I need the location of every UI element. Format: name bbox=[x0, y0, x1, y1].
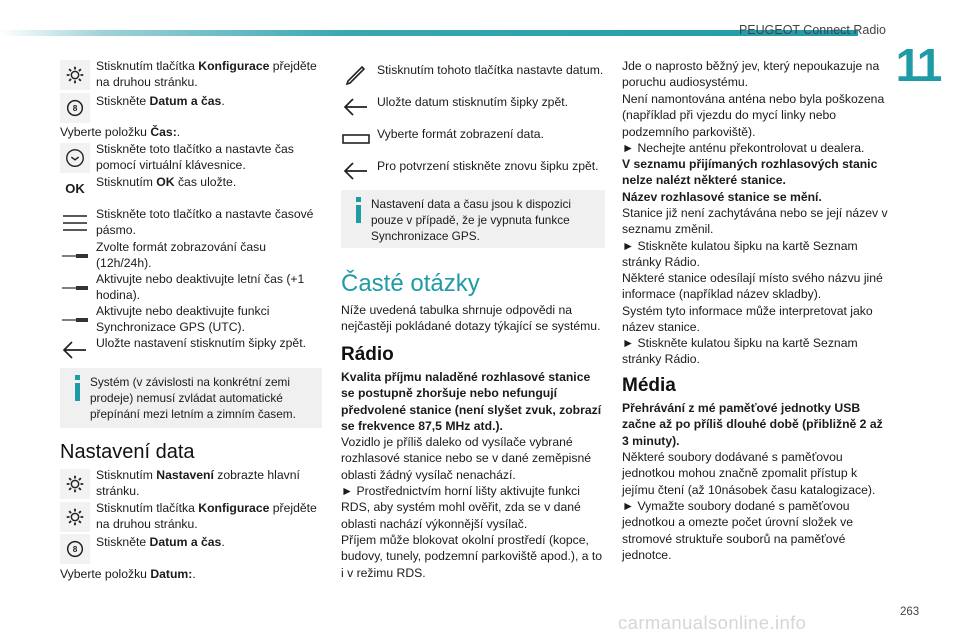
paragraph: Systém tyto informace může interpretovat jako název stanice. bbox=[622, 304, 873, 335]
settings-icon bbox=[60, 60, 90, 90]
faq-intro: Níže uvedená tabulka shrnuje odpovědi na nejčastěji pokládané dotazy týkající se systému. bbox=[341, 303, 601, 334]
section-heading-date: Nastavení data bbox=[60, 441, 195, 463]
subheading-radio: Rádio bbox=[341, 344, 394, 365]
media-question-1: Přehrávání z mé paměťové jednotky USB začne až po příliš dlouhé době (přibližně 2 až 3 minuty). bbox=[622, 401, 883, 448]
instruction-text: Stisknutím tlačítka Konfigurace přejděte na druhou stránku. bbox=[96, 59, 317, 90]
radio-question-3: Název rozhlasové stanice se mění. bbox=[622, 190, 822, 204]
chevron-down-icon bbox=[60, 143, 90, 173]
paragraph: Některé stanice odesílají místo svého názvu jiné informace (například název skladby). bbox=[622, 271, 883, 302]
instruction-text: Aktivujte nebo deaktivujte funkci Synchronizace GPS (UTC). bbox=[96, 304, 270, 335]
select-time-line: Vyberte položku Čas:. bbox=[60, 125, 181, 139]
clock-8-icon bbox=[60, 534, 90, 564]
paragraph: ► Nechejte anténu překontrolovat u dealera. bbox=[622, 141, 865, 155]
instruction-row bbox=[341, 124, 605, 154]
toggle-icon bbox=[60, 241, 90, 271]
svg-text:8: 8 bbox=[72, 104, 78, 114]
instruction-text: Uložte datum stisknutím šipky zpět. bbox=[377, 95, 569, 109]
instruction-text: Stiskněte Datum a čas. bbox=[96, 535, 225, 549]
instruction-text: Aktivujte nebo deaktivujte letní čas (+1 hodina). bbox=[96, 272, 305, 303]
instruction-row bbox=[60, 500, 320, 534]
radio-answer-1c: Příjem může blokovat okolní prostředí (kopce, budovy, tunely, podzemní parkoviště apod.), a to i v režimu RDS. bbox=[341, 533, 603, 580]
radio-answer-1b: ► Prostřednictvím horní lišty aktivujte funkci RDS, aby systém mohl ověřit, zda se v dané oblasti nachází výkonnější vysílač. bbox=[341, 484, 581, 531]
instruction-text: Zvolte formát zobrazování času (12h/24h). bbox=[96, 240, 267, 271]
subheading-media: Média bbox=[622, 375, 676, 396]
info-note-text: Systém (v závislosti na konkrétní zemi prodeje) nemusí zvládat automatické přepínání mezi letním a zimním časem. bbox=[90, 375, 296, 421]
chapter-number: 11 bbox=[895, 39, 941, 91]
watermark: carmanualsonline.info bbox=[618, 612, 807, 633]
instruction-text: Uložte nastavení stisknutím šipky zpět. bbox=[96, 336, 306, 350]
paragraph: ► Stiskněte kulatou šipku na kartě Seznam stránky Rádio. bbox=[622, 239, 858, 270]
instruction-text: Stisknutím tohoto tlačítka nastavte datum. bbox=[377, 63, 604, 77]
info-note bbox=[341, 190, 605, 248]
back-arrow-icon bbox=[341, 92, 371, 122]
instruction-row bbox=[60, 174, 320, 204]
back-arrow-icon bbox=[341, 156, 371, 186]
info-icon bbox=[68, 375, 88, 401]
instruction-row bbox=[60, 58, 320, 92]
info-note-text: Nastavení data a času jsou k dispozici pouze v případě, že je vypnuta funkce Synchronizace GPS. bbox=[371, 197, 571, 243]
info-icon bbox=[349, 197, 369, 223]
paragraph: ► Vymažte soubory dodané s paměťovou jednotkou a omezte počet úrovní složek ve stromové struktuře souborů na paměťové jednotce. bbox=[622, 499, 854, 563]
paragraph: Není namontována anténa nebo byla poškozena (například při vjezdu do mycí linky nebo podzemního parkoviště). bbox=[622, 92, 885, 139]
instruction-text: Stisknutím OK čas uložte. bbox=[96, 175, 237, 189]
menu-icon bbox=[60, 208, 90, 238]
toggle-icon bbox=[60, 273, 90, 303]
instruction-row bbox=[60, 93, 320, 123]
paragraph: Stanice již není zachytávána nebo se její název v seznamu změnil. bbox=[622, 206, 888, 237]
instruction-text: Stiskněte Datum a čas. bbox=[96, 94, 225, 108]
section-heading-faq: Časté otázky bbox=[341, 270, 480, 297]
paragraph: Některé soubory dodávané s paměťovou jednotkou mohou značně zpomalit přístup k jejímu čtení (až 10násobek času katalogizace). bbox=[622, 450, 876, 497]
pencil-icon bbox=[341, 60, 371, 90]
instruction-row bbox=[60, 303, 320, 335]
instruction-row bbox=[60, 206, 320, 238]
instruction-text: Stisknutím Nastavení zobrazte hlavní stránku. bbox=[96, 468, 300, 499]
instruction-row bbox=[60, 141, 320, 175]
instruction-text: Pro potvrzení stiskněte znovu šipku zpět. bbox=[377, 159, 599, 173]
select-date-line: Vyberte položku Datum:. bbox=[60, 567, 196, 581]
instruction-row bbox=[341, 156, 605, 186]
instruction-row bbox=[341, 58, 605, 90]
instruction-row bbox=[60, 534, 320, 564]
instruction-row bbox=[60, 467, 320, 501]
instruction-text: Vyberte formát zobrazení data. bbox=[377, 127, 544, 141]
instruction-text: Stiskněte toto tlačítko a nastavte časové pásmo. bbox=[96, 207, 314, 238]
instruction-text: Stisknutím tlačítka Konfigurace přejděte na druhou stránku. bbox=[96, 501, 317, 532]
ok-icon: OK bbox=[60, 174, 90, 204]
settings-icon bbox=[60, 469, 90, 499]
radio-question-1: Kvalita příjmu naladěné rozhlasové stanice se postupně zhoršuje nebo nefungují předvolené stanice (není slyšet zvuk, zobrazí se frekvence 87,5 MHz atd.). bbox=[341, 370, 602, 434]
radio-question-2: V seznamu přijímaných rozhlasových stanic nelze nalézt některé stanice. bbox=[622, 157, 878, 188]
svg-text:8: 8 bbox=[72, 545, 78, 555]
running-title: PEUGEOT Connect Radio bbox=[738, 23, 886, 37]
rectangle-icon bbox=[341, 124, 371, 154]
instruction-row bbox=[60, 239, 320, 271]
settings-icon bbox=[60, 502, 90, 532]
instruction-row bbox=[60, 335, 320, 365]
page-number: 263 bbox=[900, 606, 920, 618]
clock-8-icon bbox=[60, 93, 90, 123]
back-arrow-icon bbox=[60, 335, 90, 365]
toggle-icon bbox=[60, 305, 90, 335]
instruction-row bbox=[60, 271, 320, 303]
paragraph: Jde o naprosto běžný jev, který nepoukazuje na poruchu audiosystému. bbox=[622, 59, 880, 90]
paragraph: ► Stiskněte kulatou šipku na kartě Seznam stránky Rádio. bbox=[622, 336, 858, 367]
info-note bbox=[60, 368, 322, 428]
instruction-text: Stiskněte toto tlačítko a nastavte čas pomocí virtuální klávesnice. bbox=[96, 142, 294, 173]
instruction-row bbox=[341, 92, 605, 122]
radio-answer-1a: Vozidlo je příliš daleko od vysílače vybrané rozhlasové stanice nebo se v dané zeměpisné oblasti žádný vysílač nenachází. bbox=[341, 435, 591, 482]
